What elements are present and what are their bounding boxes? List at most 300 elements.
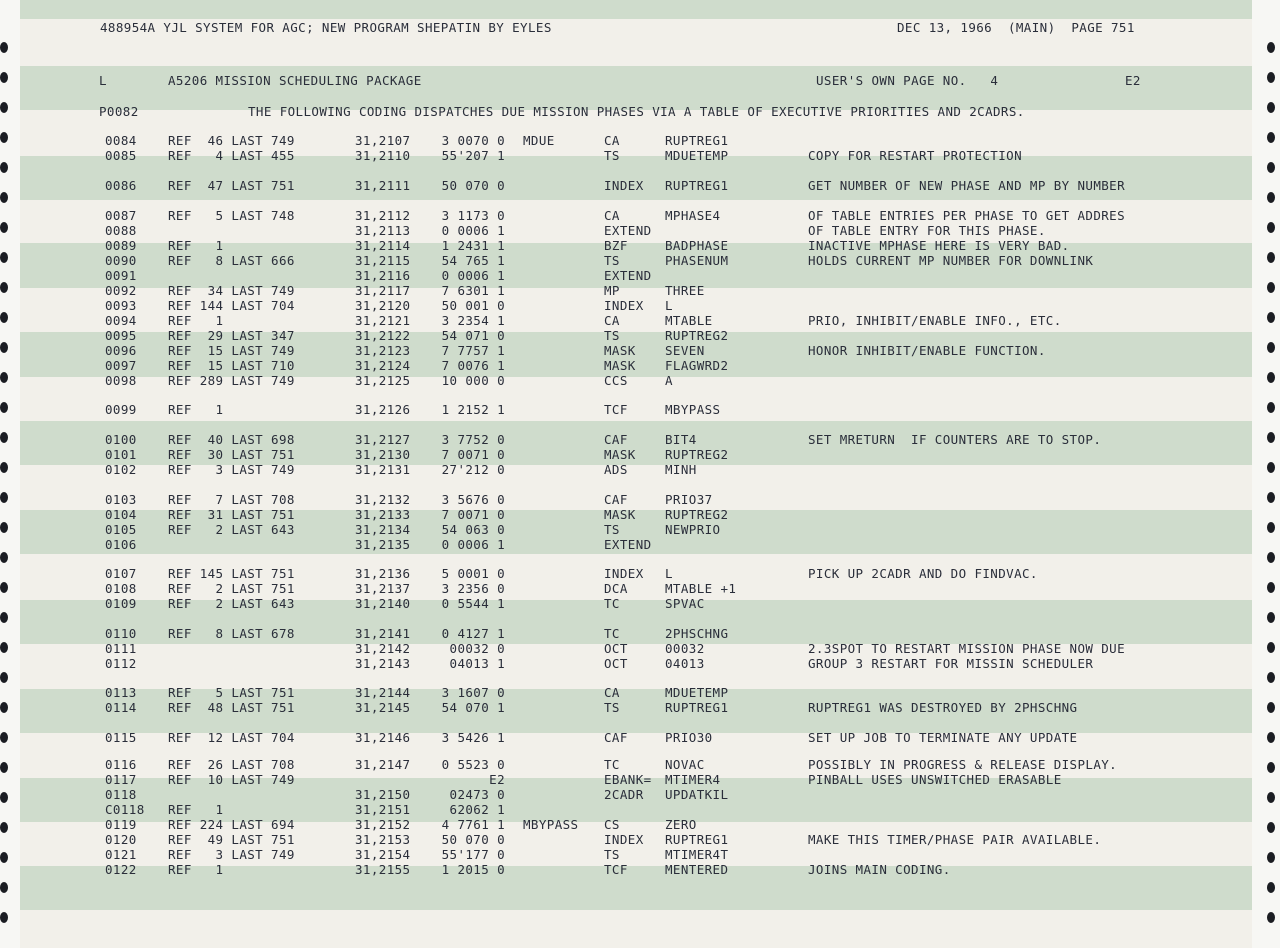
address: 31,2126 [355, 402, 411, 417]
object-code: 02473 0 [449, 787, 505, 802]
operand: RUPTREG2 [665, 447, 729, 462]
object-code: 54 070 1 [441, 700, 505, 715]
object-code: 54 063 0 [441, 522, 505, 537]
reference: REF 26 LAST 708 [168, 757, 295, 772]
object-code: 3 1173 0 [441, 208, 505, 223]
line-number: 0088 [105, 223, 137, 238]
object-code: 1 2015 0 [441, 862, 505, 877]
tractor-hole [1267, 522, 1275, 533]
operand: RUPTREG2 [665, 328, 729, 343]
tractor-hole [1267, 102, 1275, 113]
tractor-hole [1267, 222, 1275, 233]
opcode: TS [604, 847, 620, 862]
address: 31,2131 [355, 462, 411, 477]
line-number: 0102 [105, 462, 137, 477]
tractor-hole [0, 402, 8, 413]
line-number: 0101 [105, 447, 137, 462]
object-code: 5 0001 0 [441, 566, 505, 581]
line-number: 0092 [105, 283, 137, 298]
address: 31,2123 [355, 343, 411, 358]
tractor-hole [1267, 552, 1275, 563]
tractor-hole [0, 882, 8, 893]
line-number: 0086 [105, 178, 137, 193]
opcode: BZF [604, 238, 628, 253]
address: 31,2146 [355, 730, 411, 745]
address: 31,2154 [355, 847, 411, 862]
reference: REF 5 LAST 751 [168, 685, 295, 700]
address: 31,2140 [355, 596, 411, 611]
tractor-hole [0, 192, 8, 203]
tractor-hole [1267, 582, 1275, 593]
reference: REF 1 [168, 238, 224, 253]
line-number: C0118 [105, 802, 145, 817]
reference: REF 15 LAST 710 [168, 358, 295, 373]
opcode: CA [604, 133, 620, 148]
tractor-hole [1267, 132, 1275, 143]
operand: RUPTREG2 [665, 507, 729, 522]
line-number: 0093 [105, 298, 137, 313]
tractor-hole [1267, 762, 1275, 773]
reference: REF 47 LAST 751 [168, 178, 295, 193]
line-number: 0113 [105, 685, 137, 700]
reference: REF 5 LAST 748 [168, 208, 295, 223]
reference: REF 40 LAST 698 [168, 432, 295, 447]
line-number: 0090 [105, 253, 137, 268]
object-code: 7 0076 1 [441, 358, 505, 373]
reference: REF 2 LAST 751 [168, 581, 295, 596]
address: 31,2145 [355, 700, 411, 715]
line-number: 0112 [105, 656, 137, 671]
object-code: 3 2356 0 [441, 581, 505, 596]
object-code: 3 5676 0 [441, 492, 505, 507]
tractor-hole [1267, 372, 1275, 383]
object-code: 54 071 0 [441, 328, 505, 343]
operand: MENTERED [665, 862, 729, 877]
operand: RUPTREG1 [665, 133, 729, 148]
line-number: 0100 [105, 432, 137, 447]
object-code: 7 0071 0 [441, 447, 505, 462]
opcode: OCT [604, 641, 628, 656]
address: 31,2111 [355, 178, 411, 193]
object-code: 0 5523 0 [441, 757, 505, 772]
reference: REF 1 [168, 802, 224, 817]
object-code: 3 1607 0 [441, 685, 505, 700]
reference: REF 289 LAST 749 [168, 373, 295, 388]
reference: REF 2 LAST 643 [168, 522, 295, 537]
opcode: CS [604, 817, 620, 832]
reference: REF 29 LAST 347 [168, 328, 295, 343]
object-code: 3 7752 0 [441, 432, 505, 447]
operand: PRIO37 [665, 492, 713, 507]
opcode: MP [604, 283, 620, 298]
line-number: 0098 [105, 373, 137, 388]
line-number: 0089 [105, 238, 137, 253]
opcode: MASK [604, 343, 636, 358]
comment: SET MRETURN IF COUNTERS ARE TO STOP. [808, 432, 1102, 447]
reference: REF 34 LAST 749 [168, 283, 295, 298]
paper-band [20, 0, 1252, 19]
operand: NEWPRIO [665, 522, 721, 537]
opcode: EXTEND [604, 223, 652, 238]
tractor-hole [1267, 822, 1275, 833]
reference: REF 2 LAST 643 [168, 596, 295, 611]
opcode: MASK [604, 507, 636, 522]
operand: 2PHSCHNG [665, 626, 729, 641]
label: MBYPASS [523, 817, 579, 832]
reference: REF 1 [168, 313, 224, 328]
line-number: 0118 [105, 787, 137, 802]
line-number: 0111 [105, 641, 137, 656]
object-code: 7 7757 1 [441, 343, 505, 358]
operand: SEVEN [665, 343, 705, 358]
printout-header-left: 488954A YJL SYSTEM FOR AGC; NEW PROGRAM SHEPATIN BY EYLES [100, 20, 552, 35]
tractor-hole [1267, 792, 1275, 803]
object-code: E2 [489, 772, 505, 787]
reference: REF 49 LAST 751 [168, 832, 295, 847]
operand: RUPTREG1 [665, 178, 729, 193]
comment: POSSIBLY IN PROGRESS & RELEASE DISPLAY. [808, 757, 1118, 772]
comment: OF TABLE ENTRIES PER PHASE TO GET ADDRES [808, 208, 1126, 223]
tractor-hole [1267, 732, 1275, 743]
opcode: TCF [604, 402, 628, 417]
comment: HONOR INHIBIT/ENABLE FUNCTION. [808, 343, 1046, 358]
address: 31,2151 [355, 802, 411, 817]
object-code: 4 7761 1 [441, 817, 505, 832]
line-number: 0096 [105, 343, 137, 358]
operand: 04013 [665, 656, 705, 671]
opcode: TS [604, 522, 620, 537]
opcode: MASK [604, 447, 636, 462]
line-number: 0094 [105, 313, 137, 328]
tractor-hole [1267, 252, 1275, 263]
address: 31,2143 [355, 656, 411, 671]
tractor-hole [1267, 852, 1275, 863]
left-tractor-holes [0, 0, 14, 948]
comment: COPY FOR RESTART PROTECTION [808, 148, 1022, 163]
reference: REF 12 LAST 704 [168, 730, 295, 745]
line-number: 0108 [105, 581, 137, 596]
opcode: TC [604, 596, 620, 611]
operand: L [665, 298, 673, 313]
line-number: 0084 [105, 133, 137, 148]
operand: PHASENUM [665, 253, 729, 268]
comment: GET NUMBER OF NEW PHASE AND MP BY NUMBER [808, 178, 1126, 193]
tractor-hole [0, 492, 8, 503]
operand: 00032 [665, 641, 705, 656]
object-code: 00032 0 [449, 641, 505, 656]
operand: MTIMER4T [665, 847, 729, 862]
object-code: 55'207 1 [441, 148, 505, 163]
opcode: ADS [604, 462, 628, 477]
tractor-hole [1267, 642, 1275, 653]
tractor-hole [0, 612, 8, 623]
address: 31,2152 [355, 817, 411, 832]
tractor-hole [0, 162, 8, 173]
operand: RUPTREG1 [665, 832, 729, 847]
tractor-hole [0, 72, 8, 83]
address: 31,2115 [355, 253, 411, 268]
operand: MDUETEMP [665, 148, 729, 163]
operand: RUPTREG1 [665, 700, 729, 715]
comment: SET UP JOB TO TERMINATE ANY UPDATE [808, 730, 1078, 745]
address: 31,2130 [355, 447, 411, 462]
opcode: 2CADR [604, 787, 644, 802]
operand: MTABLE [665, 313, 713, 328]
tractor-hole [1267, 492, 1275, 503]
reference: REF 144 LAST 704 [168, 298, 295, 313]
tractor-hole [1267, 162, 1275, 173]
tractor-hole [0, 432, 8, 443]
reference: REF 15 LAST 749 [168, 343, 295, 358]
address: 31,2122 [355, 328, 411, 343]
tractor-hole [0, 732, 8, 743]
tractor-hole [1267, 432, 1275, 443]
tractor-hole [1267, 612, 1275, 623]
opcode: CA [604, 313, 620, 328]
users-page-number: USER'S OWN PAGE NO. 4 [816, 73, 999, 88]
operand: BADPHASE [665, 238, 729, 253]
tractor-hole [1267, 462, 1275, 473]
address: 31,2117 [355, 283, 411, 298]
operand: L [665, 566, 673, 581]
opcode: TCF [604, 862, 628, 877]
comment: INACTIVE MPHASE HERE IS VERY BAD. [808, 238, 1070, 253]
opcode: INDEX [604, 832, 644, 847]
reference: REF 1 [168, 862, 224, 877]
reference: REF 224 LAST 694 [168, 817, 295, 832]
operand: MTIMER4 [665, 772, 721, 787]
line-number: 0104 [105, 507, 137, 522]
tractor-hole [0, 582, 8, 593]
object-code: 3 5426 1 [441, 730, 505, 745]
section-code: E2 [1125, 73, 1141, 88]
tractor-hole [0, 702, 8, 713]
object-code: 27'212 0 [441, 462, 505, 477]
opcode: TC [604, 757, 620, 772]
opcode: TS [604, 700, 620, 715]
address: 31,2136 [355, 566, 411, 581]
operand: MINH [665, 462, 697, 477]
reference: REF 7 LAST 708 [168, 492, 295, 507]
reference: REF 145 LAST 751 [168, 566, 295, 581]
address: 31,2133 [355, 507, 411, 522]
tractor-hole [1267, 672, 1275, 683]
operand: ZERO [665, 817, 697, 832]
tractor-hole [1267, 702, 1275, 713]
operand: MTABLE +1 [665, 581, 737, 596]
line-number: 0099 [105, 402, 137, 417]
line-number: 0120 [105, 832, 137, 847]
opcode: CAF [604, 432, 628, 447]
address: 31,2116 [355, 268, 411, 283]
opcode: TS [604, 328, 620, 343]
object-code: 0 0006 1 [441, 268, 505, 283]
tractor-hole [0, 672, 8, 683]
address: 31,2127 [355, 432, 411, 447]
object-code: 0 5544 1 [441, 596, 505, 611]
address: 31,2114 [355, 238, 411, 253]
tractor-hole [0, 102, 8, 113]
opcode: CA [604, 685, 620, 700]
tractor-hole [0, 252, 8, 263]
line-number: 0095 [105, 328, 137, 343]
opcode: EXTEND [604, 537, 652, 552]
operand: BIT4 [665, 432, 697, 447]
address: 31,2112 [355, 208, 411, 223]
comment: JOINS MAIN CODING. [808, 862, 951, 877]
reference: REF 30 LAST 751 [168, 447, 295, 462]
opcode: EBANK= [604, 772, 652, 787]
object-code: 0 0006 1 [441, 223, 505, 238]
printout-header-right: DEC 13, 1966 (MAIN) PAGE 751 [897, 20, 1135, 35]
log-flag: L [99, 73, 107, 88]
operand: MDUETEMP [665, 685, 729, 700]
address: 31,2141 [355, 626, 411, 641]
operand: NOVAC [665, 757, 705, 772]
line-number: 0091 [105, 268, 137, 283]
label: MDUE [523, 133, 555, 148]
object-code: 55'177 0 [441, 847, 505, 862]
reference: REF 3 LAST 749 [168, 847, 295, 862]
tractor-hole [1267, 192, 1275, 203]
tractor-hole [0, 42, 8, 53]
tractor-hole [0, 222, 8, 233]
tractor-hole [1267, 312, 1275, 323]
tractor-hole [0, 312, 8, 323]
object-code: 50 070 0 [441, 178, 505, 193]
operand: A [665, 373, 673, 388]
tractor-hole [1267, 882, 1275, 893]
line-number: 0110 [105, 626, 137, 641]
opcode: MASK [604, 358, 636, 373]
intro-comment: THE FOLLOWING CODING DISPATCHES DUE MISSION PHASES VIA A TABLE OF EXECUTIVE PRIORITIES AND 2CADRS. [248, 104, 1025, 119]
tractor-hole [0, 762, 8, 773]
address: 31,2155 [355, 862, 411, 877]
line-number: 0116 [105, 757, 137, 772]
opcode: INDEX [604, 566, 644, 581]
address: 31,2120 [355, 298, 411, 313]
reference: REF 46 LAST 749 [168, 133, 295, 148]
object-code: 1 2431 1 [441, 238, 505, 253]
object-code: 50 070 0 [441, 832, 505, 847]
opcode: CAF [604, 492, 628, 507]
tractor-hole [0, 132, 8, 143]
tractor-hole [1267, 282, 1275, 293]
tractor-hole [0, 282, 8, 293]
tractor-hole [1267, 402, 1275, 413]
tractor-hole [1267, 72, 1275, 83]
address: 31,2144 [355, 685, 411, 700]
operand: MBYPASS [665, 402, 721, 417]
opcode: EXTEND [604, 268, 652, 283]
object-code: 0 4127 1 [441, 626, 505, 641]
comment: PINBALL USES UNSWITCHED ERASABLE [808, 772, 1062, 787]
object-code: 04013 1 [449, 656, 505, 671]
line-number: 0114 [105, 700, 137, 715]
opcode: INDEX [604, 298, 644, 313]
object-code: 7 6301 1 [441, 283, 505, 298]
line-number: 0103 [105, 492, 137, 507]
address: 31,2134 [355, 522, 411, 537]
tractor-hole [0, 372, 8, 383]
object-code: 54 765 1 [441, 253, 505, 268]
comment: PRIO, INHIBIT/ENABLE INFO., ETC. [808, 313, 1062, 328]
reference: REF 8 LAST 666 [168, 253, 295, 268]
address: 31,2153 [355, 832, 411, 847]
line-number: 0085 [105, 148, 137, 163]
object-code: 3 0070 0 [441, 133, 505, 148]
operand: THREE [665, 283, 705, 298]
tractor-hole [0, 552, 8, 563]
tractor-hole [1267, 912, 1275, 923]
opcode: CA [604, 208, 620, 223]
comment: HOLDS CURRENT MP NUMBER FOR DOWNLINK [808, 253, 1094, 268]
reference: REF 10 LAST 749 [168, 772, 295, 787]
right-tractor-holes [1264, 0, 1278, 948]
section-title: A5206 MISSION SCHEDULING PACKAGE [168, 73, 422, 88]
address: 31,2142 [355, 641, 411, 656]
operand: SPVAC [665, 596, 705, 611]
line-number: 0115 [105, 730, 137, 745]
reference: REF 1 [168, 402, 224, 417]
object-code: 62062 1 [449, 802, 505, 817]
object-code: 0 0006 1 [441, 537, 505, 552]
address: 31,2107 [355, 133, 411, 148]
object-code: 1 2152 1 [441, 402, 505, 417]
opcode: INDEX [604, 178, 644, 193]
line-number: 0087 [105, 208, 137, 223]
address: 31,2147 [355, 757, 411, 772]
comment: OF TABLE ENTRY FOR THIS PHASE. [808, 223, 1046, 238]
opcode: CAF [604, 730, 628, 745]
object-code: 7 0071 0 [441, 507, 505, 522]
address: 31,2124 [355, 358, 411, 373]
opcode: TS [604, 148, 620, 163]
address: 31,2132 [355, 492, 411, 507]
tractor-hole [0, 522, 8, 533]
reference: REF 8 LAST 678 [168, 626, 295, 641]
operand: UPDATKIL [665, 787, 729, 802]
reference: REF 48 LAST 751 [168, 700, 295, 715]
opcode: TC [604, 626, 620, 641]
address: 31,2125 [355, 373, 411, 388]
opcode: TS [604, 253, 620, 268]
line-number: 0106 [105, 537, 137, 552]
address: 31,2150 [355, 787, 411, 802]
operand: FLAGWRD2 [665, 358, 729, 373]
opcode: DCA [604, 581, 628, 596]
address: 31,2137 [355, 581, 411, 596]
operand: PRIO30 [665, 730, 713, 745]
line-number: 0109 [105, 596, 137, 611]
tractor-hole [0, 342, 8, 353]
tractor-hole [0, 822, 8, 833]
line-number: 0121 [105, 847, 137, 862]
line-number: 0107 [105, 566, 137, 581]
line-number: 0119 [105, 817, 137, 832]
reference: REF 31 LAST 751 [168, 507, 295, 522]
tractor-hole [0, 912, 8, 923]
tractor-hole [0, 852, 8, 863]
line-number: 0122 [105, 862, 137, 877]
comment: MAKE THIS TIMER/PHASE PAIR AVAILABLE. [808, 832, 1102, 847]
line-number: 0117 [105, 772, 137, 787]
object-code: 50 001 0 [441, 298, 505, 313]
operand: MPHASE4 [665, 208, 721, 223]
address: 31,2121 [355, 313, 411, 328]
tractor-hole [1267, 342, 1275, 353]
comment: GROUP 3 RESTART FOR MISSIN SCHEDULER [808, 656, 1094, 671]
